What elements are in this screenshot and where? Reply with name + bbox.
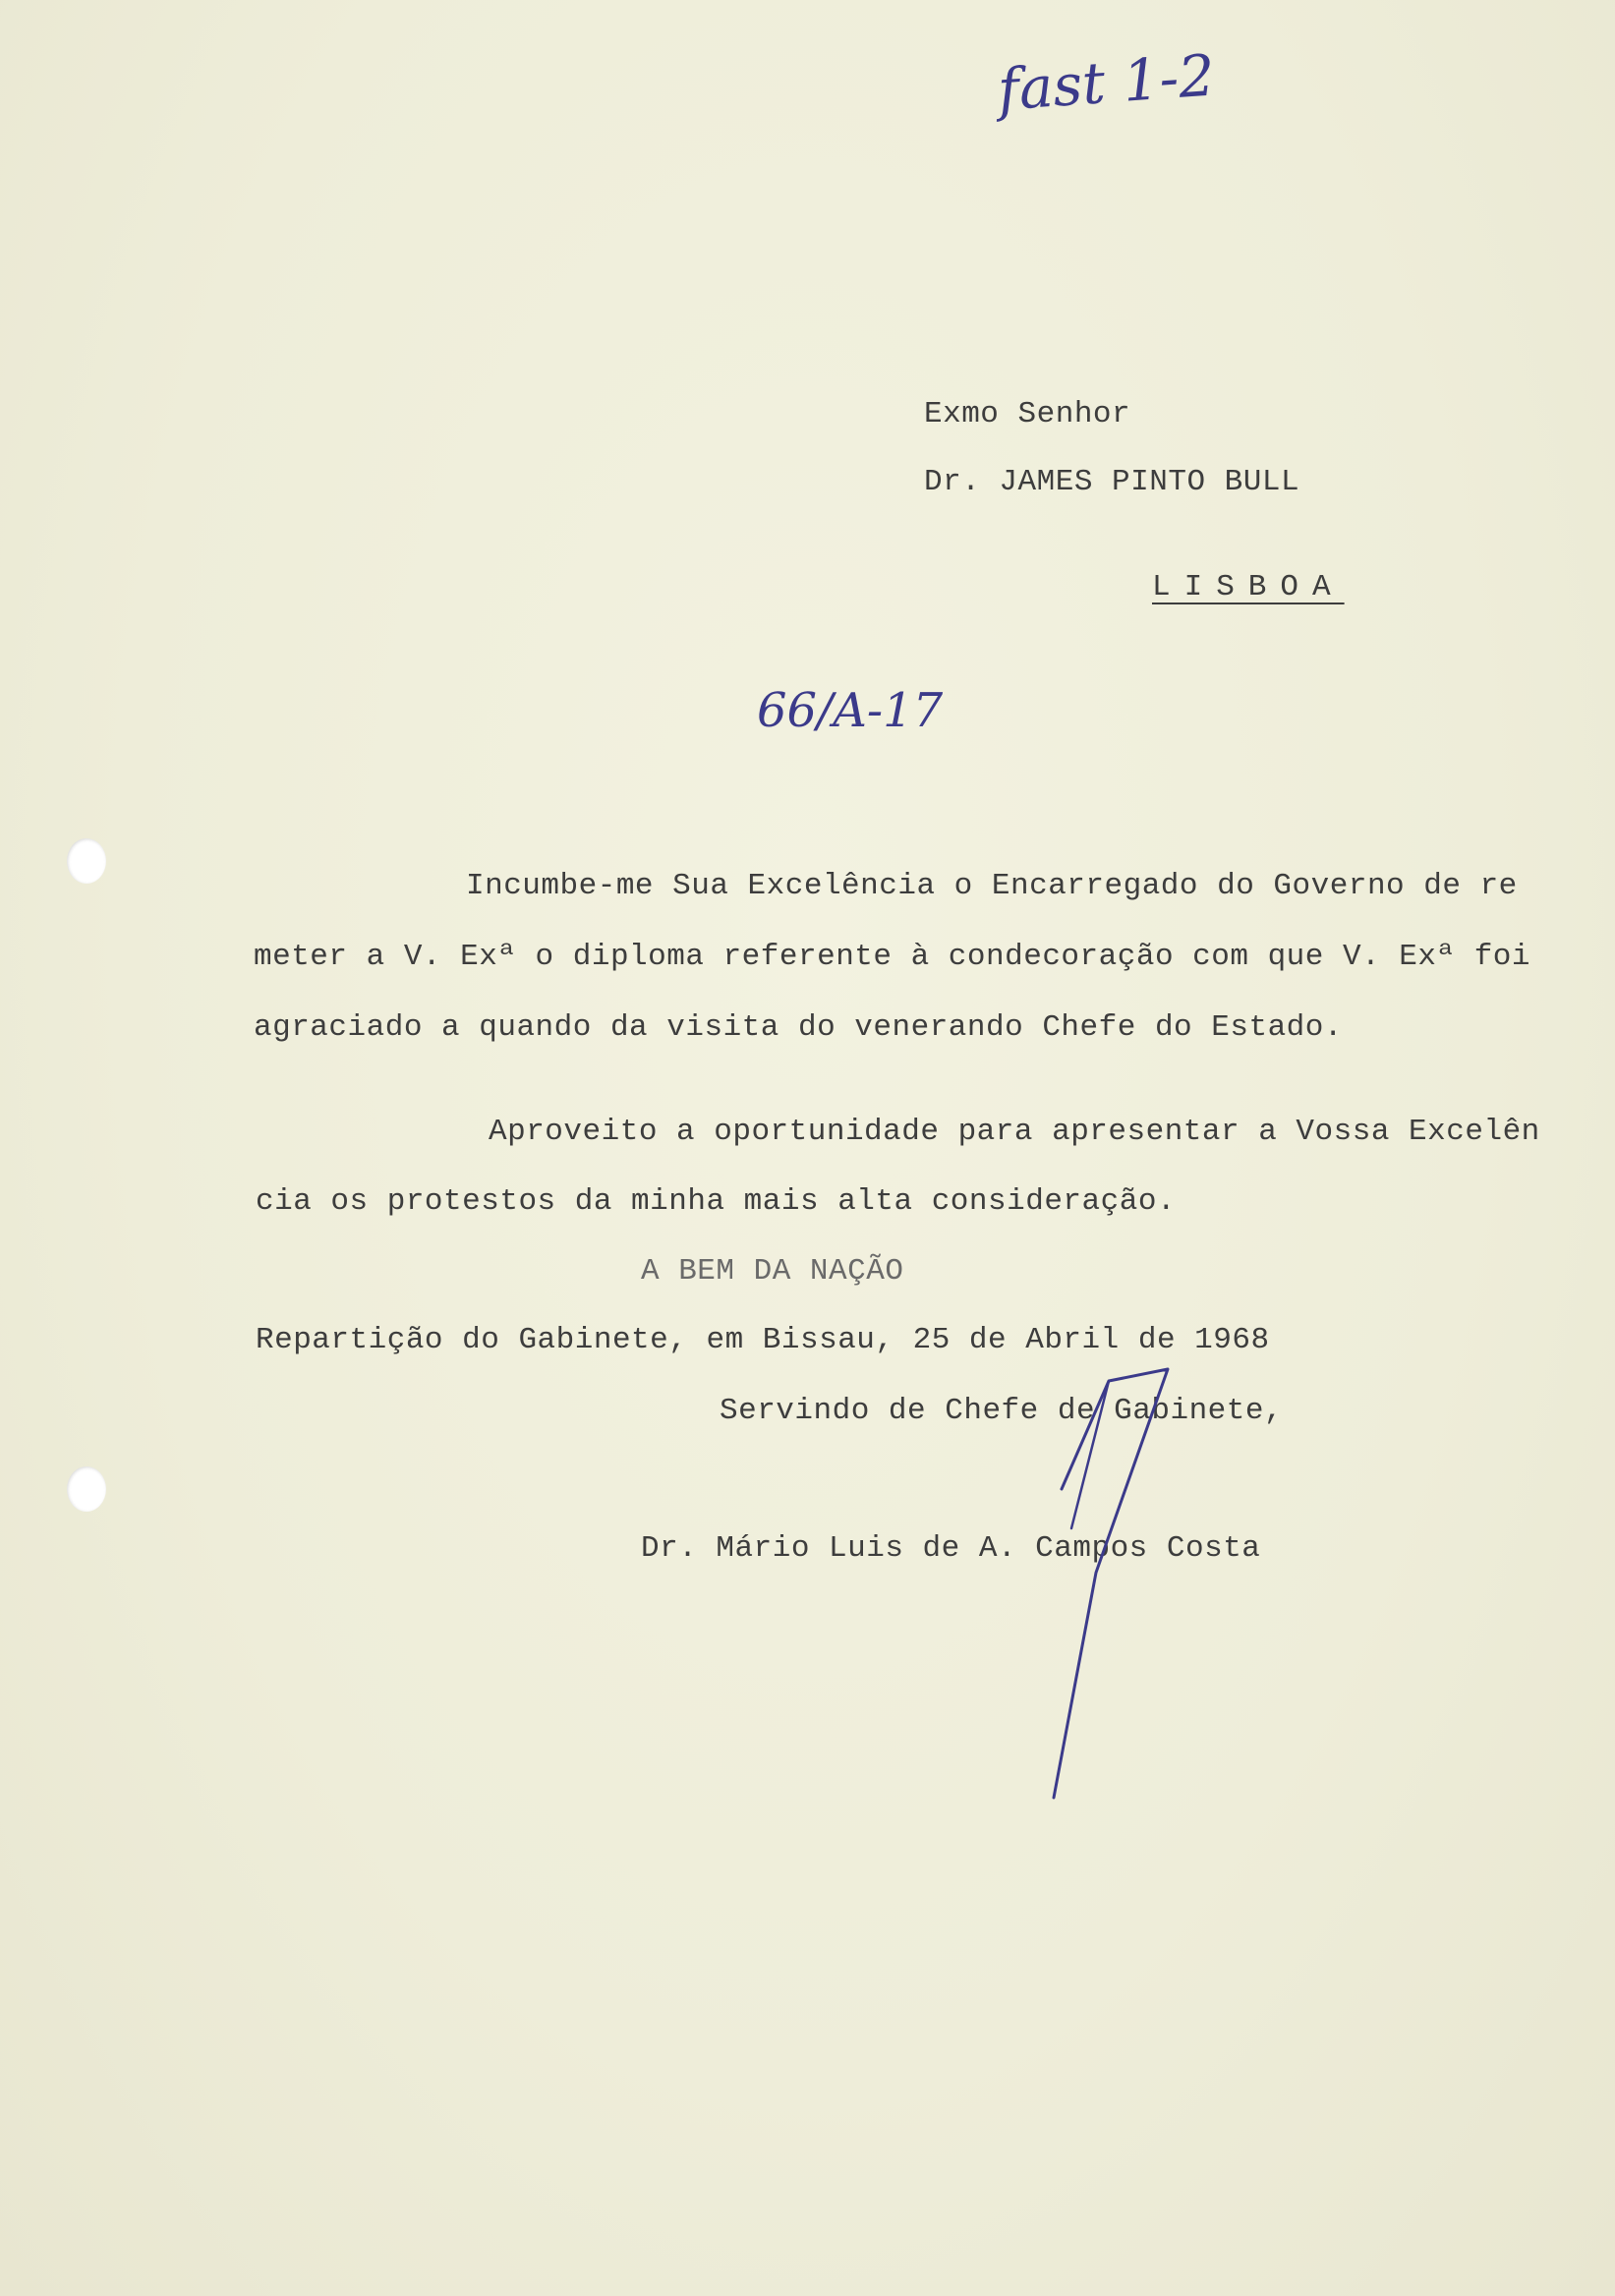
- closing-place-date: Repartição do Gabinete, em Bissau, 25 de Abril de 1968: [256, 1323, 1270, 1357]
- closing-motto: A BEM DA NAÇÃO: [641, 1254, 904, 1289]
- punch-hole-top: [67, 838, 106, 884]
- handwritten-reference: 66/A-17: [757, 683, 944, 738]
- punch-hole-bottom: [67, 1466, 106, 1512]
- recipient-salutation: Exmo Senhor: [924, 397, 1131, 431]
- handwritten-top-note: fast 1-2: [995, 41, 1218, 124]
- paragraph1-line1: Incumbe-me Sua Excelência o Encarregado do Governo de re: [466, 869, 1518, 903]
- handwritten-signature: [1052, 1361, 1288, 1804]
- paragraph2-line1: Aproveito a oportunidade para apresentar a Vossa Excelên: [489, 1115, 1540, 1149]
- closing-signatory: Dr. Mário Luis de A. Campos Costa: [641, 1531, 1261, 1566]
- recipient-city: LISBOA: [1152, 570, 1345, 604]
- paragraph1-line3: agraciado a quando da visita do venerando Chefe do Estado.: [254, 1010, 1343, 1045]
- closing-role: Servindo de Chefe de Gabinete,: [720, 1394, 1284, 1428]
- recipient-name: Dr. JAMES PINTO BULL: [924, 465, 1300, 499]
- paragraph2-line2: cia os protestos da minha mais alta consideração.: [256, 1184, 1177, 1219]
- paragraph1-line2: meter a V. Exª o diploma referente à condecoração com que V. Exª foi: [254, 940, 1531, 974]
